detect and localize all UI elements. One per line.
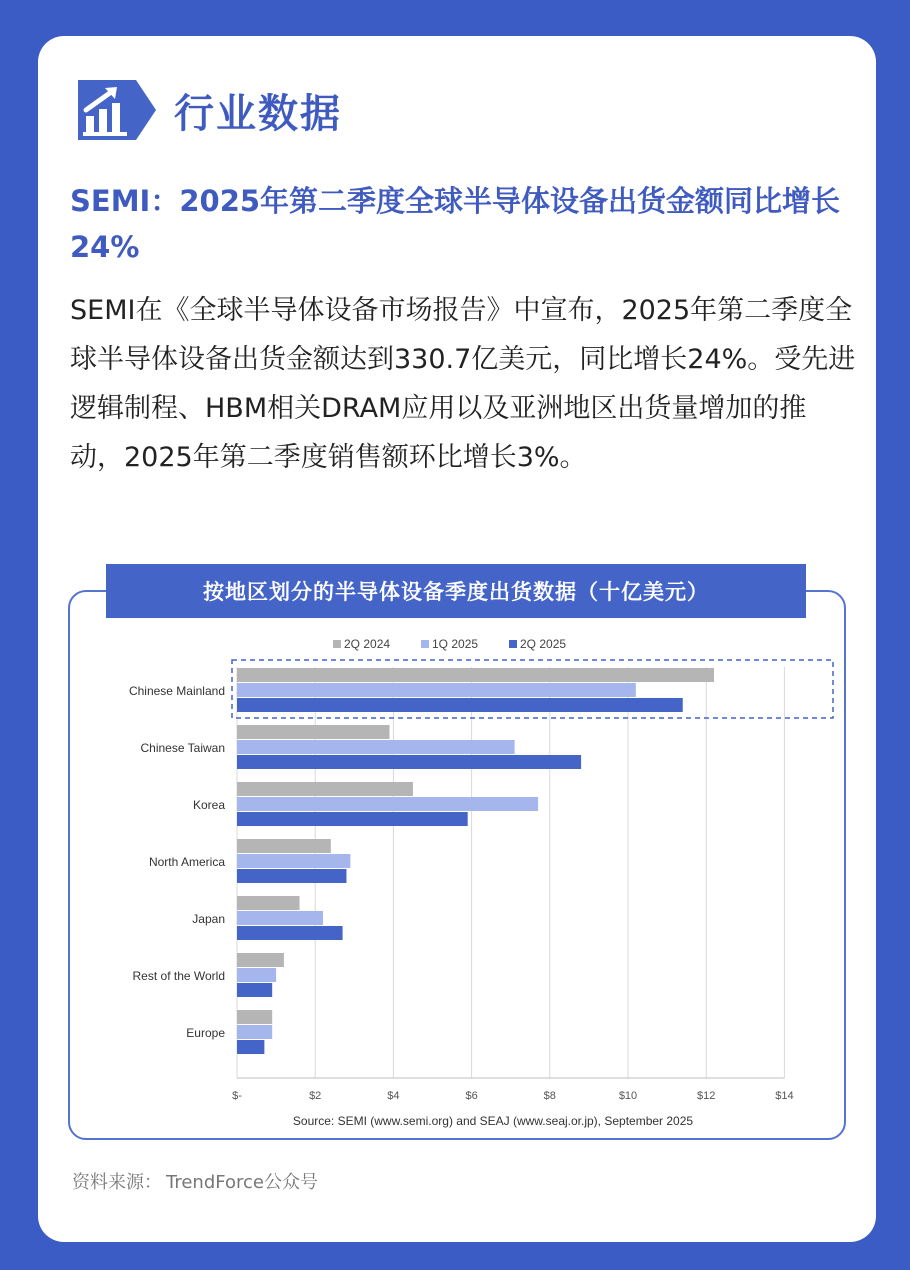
x-tick-label: $8 (543, 1090, 556, 1102)
bar-2q-2025 (237, 926, 343, 940)
legend-label: 2Q 2025 (520, 637, 567, 651)
section-header (72, 74, 342, 146)
content-card (38, 36, 876, 1242)
bar-2q-2025 (237, 983, 272, 997)
legend-swatch (509, 640, 517, 648)
category-label: Chinese Mainland (128, 684, 225, 698)
chart-growth-icon (72, 76, 162, 144)
bar-2q-2024 (237, 782, 413, 796)
chart-title: 按地区划分的半导体设备季度出货数据（十亿美元） (106, 564, 806, 618)
x-tick-label: $12 (697, 1090, 716, 1102)
bar-2q-2025 (237, 1040, 264, 1054)
category-label: Rest of the World (132, 969, 225, 983)
bar-2q-2024 (237, 725, 389, 739)
bar-2q-2024 (237, 668, 714, 682)
bar-1q-2025 (237, 683, 636, 697)
article-headline: SEMI：2025年第二季度全球半导体设备出货金额同比增长24% (70, 184, 841, 264)
legend-label: 2Q 2024 (344, 637, 391, 651)
article-body: SEMI在《全球半导体设备市场报告》中宣布，2025年第二季度全球半导体设备出货金额达到330.7亿美元，同比增长24%。受先进逻辑制程、HBM相关DRAM应用以及亚洲地区出货量增加的推动，2025年第二季度销售额环比增长3%。 (70, 295, 856, 473)
footer-source-label: 资料来源： (72, 1172, 162, 1193)
legend-swatch (333, 640, 341, 648)
category-label: Chinese Taiwan (140, 741, 225, 755)
bar-1q-2025 (237, 797, 538, 811)
bar-1q-2025 (237, 1025, 272, 1039)
bar-1q-2025 (237, 740, 515, 754)
category-label: Korea (192, 798, 225, 812)
chart-frame (68, 590, 846, 1140)
legend-swatch (421, 640, 429, 648)
category-label: Japan (192, 912, 225, 926)
bar-2q-2025 (237, 869, 346, 883)
x-tick-label: $- (232, 1090, 242, 1102)
x-tick-label: $14 (775, 1090, 794, 1102)
footer-source (72, 1168, 322, 1194)
bar-2q-2024 (237, 896, 300, 910)
bar-chart (70, 592, 844, 1138)
bar-2q-2025 (237, 698, 683, 712)
category-label: Europe (186, 1026, 225, 1040)
category-label: North America (148, 855, 225, 869)
bar-2q-2024 (237, 953, 284, 967)
bar-1q-2025 (237, 854, 350, 868)
bar-1q-2025 (237, 911, 323, 925)
x-tick-label: $10 (618, 1090, 638, 1102)
bar-2q-2025 (237, 812, 468, 826)
legend-label: 1Q 2025 (432, 637, 479, 651)
bar-2q-2024 (237, 839, 331, 853)
bar-2q-2025 (237, 755, 581, 769)
x-tick-label: $2 (309, 1090, 322, 1102)
section-title: 行业数据 (174, 90, 342, 137)
chart-source: Source: SEMI (www.semi.org) and SEAJ (www.seaj.or.jp), September 2025 (292, 1114, 694, 1128)
x-tick-label: $4 (387, 1090, 400, 1102)
x-tick-label: $6 (465, 1090, 478, 1102)
footer-source-value: TrendForce公众号 (166, 1172, 318, 1193)
bar-1q-2025 (237, 968, 276, 982)
bar-2q-2024 (237, 1010, 272, 1024)
